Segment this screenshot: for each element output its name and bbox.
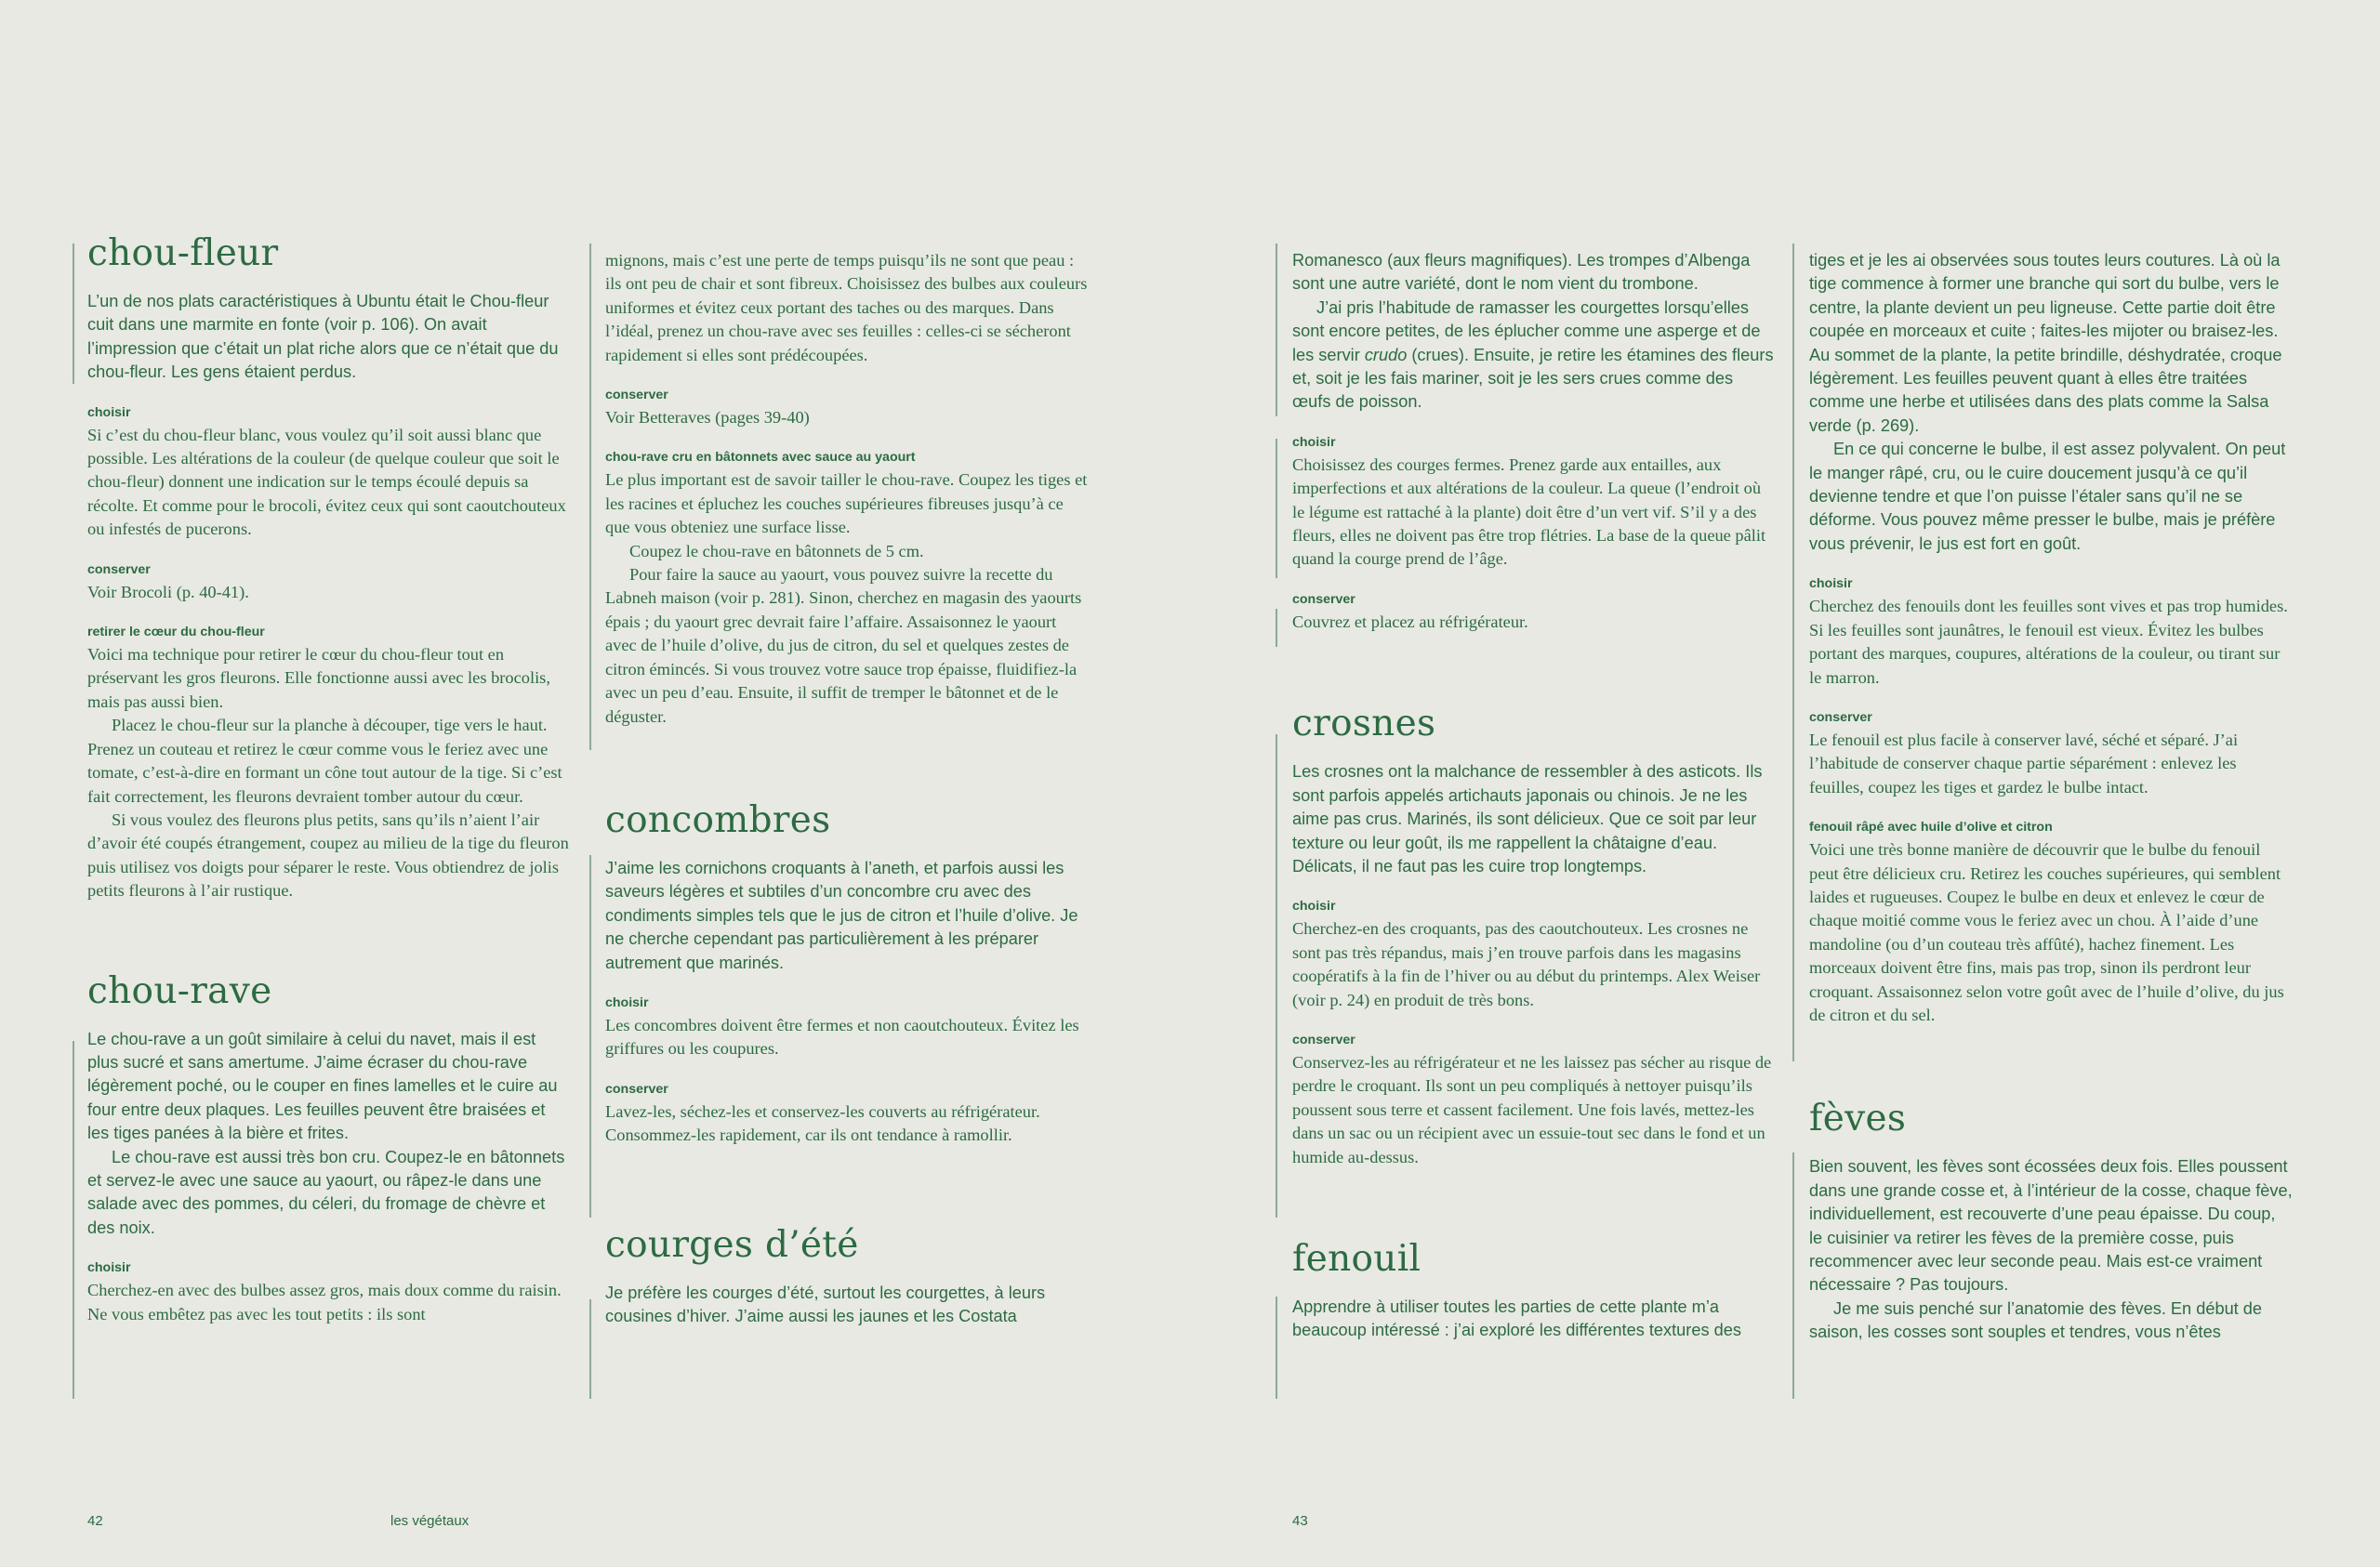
column-rule — [1276, 734, 1277, 1218]
running-title: les végétaux — [390, 1513, 469, 1529]
column-rule — [73, 1041, 74, 1399]
section-title: chou-rave — [87, 969, 272, 1012]
subheading-choisir: choisir — [1292, 434, 1336, 450]
section-chou-fleur — [87, 230, 571, 903]
section-courges-ete — [605, 1222, 1089, 1329]
subheading-conserver: conserver — [605, 1081, 668, 1097]
body-text: Les concombres doivent être fermes et non caoutchouteux. Évitez les griffures ou les coupures. — [605, 1015, 1079, 1059]
column-rule — [589, 855, 591, 1218]
section-title: fenouil — [1292, 1237, 1421, 1280]
page-number-left: 42 — [87, 1513, 103, 1529]
subheading-conserver: conserver — [605, 388, 668, 403]
body-text: Placez le chou-fleur sur la planche à découper, tige vers le haut. Prenez un couteau et retirez le cœur comme vous le feriez avec une tomate, c’est-à-dire en formant un cône tout autour de la tige. Si c’est fait correctement, les fleurons devraient tomber autour du cœur. — [87, 716, 562, 806]
section-intro: Le chou-rave a un goût similaire à celui du navet, mais il est plus sucré et sans amertume. J’aime écraser du chou-rave légèrement poché, ou le couper en fines lamelles et le cuire au four entre deux plaques. Les feuilles peuvent être braisées et les tiges panées à la bière et frites. — [87, 1029, 558, 1143]
section-intro: Bien souvent, les fèves sont écossées deux fois. Elles poussent dans une grande cosse et, à l’intérieur de la cosse, chaque fève, individuellement, est recouverte d’une peau épaisse. Du coup, le cuisinier va retirer les fèves de la première cosse, puis recommencer avec leur seconde peau. Mais est-ce vraiment nécessaire ? Pas toujours. — [1809, 1157, 2293, 1295]
column-rule — [589, 1299, 591, 1399]
body-text: Choisissez des courges fermes. Prenez garde aux entailles, aux imperfections et aux altérations de la couleur. La queue (l’endroit où le légume est rattaché à la plante) doit être d’un vert vif. S’il y a des fleurs, elles ne doivent pas être trop flétries. La base de la queue pâlit quand la courge prend de l’âge. — [1292, 454, 1766, 569]
body-text: Pour faire la sauce au yaourt, vous pouvez suivre la recette du Labneh maison (voir p. 281). Sinon, cherchez en magasin des yaourts épais ; du yaourt grec devrait faire l’affaire. Assaisonnez le yaourt avec de l’huile d’olive, du jus de citron, du sel et quelques zestes de citron émincés. Si vous trouvez votre sauce trop épaisse, fluidifiez-la avec un peu d’eau. Ensuite, il suffit de tremper le bâtonnet et de le déguster. — [605, 565, 1082, 726]
section-title: crosnes — [1292, 703, 1436, 745]
column-rule — [1276, 609, 1277, 647]
section-fenouil — [1292, 1236, 1776, 1343]
section-intro: Romanesco (aux fleurs magnifiques). Les trompes d’Albenga sont une autre variété, dont le nom vient du trombone. — [1292, 251, 1751, 294]
section-intro: Je préfère les courges d’été, surtout les courgettes, à leurs cousines d’hiver. J’aime aussi les jaunes et les Costata — [605, 1283, 1046, 1325]
column-rule — [1276, 439, 1277, 578]
column-rule — [1276, 1297, 1277, 1399]
section-intro — [1292, 296, 1776, 415]
subheading-recipe: chou-rave cru en bâtonnets avec sauce au yaourt — [605, 450, 916, 466]
subheading-recipe: retirer le cœur du chou-fleur — [87, 625, 265, 640]
section-concombres — [605, 797, 1089, 1148]
section-intro: Les crosnes ont la malchance de ressembler à des asticots. Ils sont parfois appelés artichauts japonais ou chinois. Je ne les aime pas crus. Marinés, ils sont délicieux. Que ce soit par leur texture ou leur goût, ils me rappellent la châtaigne d’eau. Délicats, il ne faut pas les cuire trop longtemps. — [1292, 762, 1763, 876]
body-text: Voir Brocoli (p. 40-41). — [87, 582, 249, 601]
column-1 — [87, 230, 571, 1373]
subheading-choisir: choisir — [1809, 576, 1853, 592]
section-title: courges d’été — [605, 1223, 859, 1266]
body-text: mignons, mais c’est une perte de temps puisqu’ils ne sont que peau : ils ont peu de chair et sont fibreux. Choisissez des bulbes aux couleurs uniformes et évitez ceux portant des taches ou des marques. Dans l’idéal, prenez un chou-rave avec ses feuilles : celles-ci se sécheront rapidement si elles sont prédécoupées. — [605, 251, 1088, 364]
section-title: chou-fleur — [87, 232, 279, 274]
body-text: Voir Betteraves (pages 39-40) — [605, 408, 810, 428]
section-crosnes — [1292, 701, 1776, 1169]
subheading-choisir: choisir — [605, 994, 649, 1010]
column-rule — [1792, 1152, 1794, 1399]
section-title: fèves — [1809, 1098, 1907, 1140]
text-run: J’ai pris l’habitude de ramasser les courgettes lorsqu’elles sont encore petites, de les éplucher comme une asperge et de les servir — [1292, 297, 1761, 364]
subheading-choisir: choisir — [87, 404, 131, 420]
column-rule — [1276, 244, 1277, 416]
column-rule — [589, 244, 591, 750]
italic-word: crudo — [1364, 345, 1408, 364]
column-3 — [1292, 249, 1776, 1389]
section-courges-continued — [1292, 249, 1776, 634]
subheading-conserver: conserver — [1292, 591, 1355, 607]
section-title: concombres — [605, 798, 831, 841]
text-run: (crues). Ensuite, je retire les étamines des fleurs et, soit je les fais mariner, soit je les sers crues comme des œufs de poisson. — [1292, 345, 1774, 412]
column-rule — [1792, 244, 1794, 1061]
section-chou-rave — [87, 968, 571, 1326]
body-text: Cherchez-en des croquants, pas des caoutchouteux. Les crosnes ne sont pas très répandus, mais j’en trouve parfois dans les magasins coopératifs à la fin de l’hiver ou au début du printemps. Alex Weiser (voir p. 24) en produit de très bons. — [1292, 919, 1761, 1009]
body-text: Cherchez des fenouils dont les feuilles sont vives et pas trop humides. Si les feuilles sont jaunâtres, le fenouil est vieux. Évitez les bulbes portant des marques, coupures, altérations de la couleur, ou tirant sur le marron. — [1809, 597, 2288, 687]
body-text: Voici une très bonne manière de découvrir que le bulbe du fenouil peut être délicieux cru. Retirez les couches supérieures, qui semblent laides et rugueuses. Coupez le bulbe en deux et enlevez le cœur de chaque moitié comme vous le feriez avec un chou. À l’aide d’une mandoline (ou d’un couteau très affûté), hachez finement. Les morceaux doivent être fins, mais pas trop, sinon ils perdront leur croquant. Assaisonnez selon votre goût avec de l’huile d’olive, du jus de citron et du sel. — [1809, 840, 2284, 1024]
subheading-conserver: conserver — [1292, 1032, 1355, 1047]
body-text: Le plus important est de savoir tailler le chou-rave. Coupez les tiges et les racines et épluchez les couches supérieures fibreuses jusqu’à ce que vous obteniez une surface lisse. — [605, 470, 1088, 537]
section-chou-rave-continued — [605, 249, 1089, 729]
body-text: Le fenouil est plus facile à conserver lavé, séché et séparé. J’ai l’habitude de conserver chaque partie séparément : enlevez les feuilles, coupez les tiges et gardez le bulbe intact. — [1809, 730, 2239, 797]
section-intro: Je me suis penché sur l’anatomie des fèves. En début de saison, les cosses sont souples et tendres, vous n’êtes — [1809, 1298, 2263, 1342]
body-text: Coupez le chou-rave en bâtonnets de 5 cm. — [629, 541, 924, 560]
section-intro: tiges et je les ai observées sous toutes leurs coutures. Là où la tige commence à former une branche qui sort du bulbe, vers le centre, la plante devient un peu ligneuse. Cette partie doit être coupée en morceaux et cuite ; faites-les mijoter ou braisez-les. Au sommet de la plante, la petite brindille, déshydratée, croque légèrement. Les feuilles peuvent quant à elles être traitées comme une herbe et utilisées dans des plats comme la Salsa verde (p. 269). — [1809, 251, 2282, 435]
column-rule — [73, 244, 74, 384]
section-intro: L’un de nos plats caractéristiques à Ubuntu était le Chou-fleur cuit dans une marmite en fonte (voir p. 106). On avait l’impression que c’était un plat riche alors que ce n’était que du chou-fleur. Les gens étaient perdus. — [87, 292, 559, 382]
subheading-conserver: conserver — [87, 561, 151, 577]
body-text: Si vous voulez des fleurons plus petits, sans qu’ils n’aient l’air d’avoir été coupés étrangement, coupez au milieu de la tige du fleuron puis utilisez vos doigts pour séparer le reste. Vous obtiendrez de jolis petits fleurons à l’air rustique. — [87, 810, 569, 901]
subheading-conserver: conserver — [1809, 709, 1872, 725]
column-4 — [1809, 249, 2293, 1391]
section-intro: En ce qui concerne le bulbe, il est assez polyvalent. On peut le manger râpé, cru, ou le cuire doucement jusqu’à ce qu’il devienne tendre et que l’on puisse l’étaler sans qu’il ne se déforme. Vous pouvez même presser le bulbe, mais je préfère vous prévenir, le jus est fort en goût. — [1809, 440, 2286, 553]
body-text: Si c’est du chou-fleur blanc, vous voulez qu’il soit aussi blanc que possible. Les altérations de la couleur (de quelque couleur que soit le chou-fleur) donnent une indication sur le temps écoulé depuis sa récolte. Et comme pour le brocoli, évitez ceux qui sont caoutchouteux ou infestés de pucerons. — [87, 425, 566, 539]
body-text: Cherchez-en avec des bulbes assez gros, mais doux comme du raisin. Ne vous embêtez pas avec les tout petits : ils sont — [87, 1281, 562, 1323]
page-number-right: 43 — [1292, 1513, 1308, 1529]
section-feves — [1809, 1096, 2293, 1344]
section-intro: J’aime les cornichons croquants à l’aneth, et parfois aussi les saveurs légères et subtiles d’un concombre cru avec des condiments simples tels que le jus de citron et l’huile d’olive. Je ne cherche cependant pas particulièrement à les préparer autrement que marinés. — [605, 858, 1078, 972]
section-intro: Apprendre à utiliser toutes les parties de cette plante m’a beaucoup intéressé : j’ai exploré les différentes textures des — [1292, 1297, 1741, 1340]
section-intro: Le chou-rave est aussi très bon cru. Coupez-le en bâtonnets et servez-le avec une sauce au yaourt, ou râpez-le dans une salade avec des pommes, du céleri, du fromage de chèvre et des noix. — [87, 1147, 565, 1237]
subheading-recipe: fenouil râpé avec huile d’olive et citron — [1809, 820, 2053, 836]
body-text: Couvrez et placez au réfrigérateur. — [1292, 612, 1528, 631]
subheading-choisir: choisir — [87, 1260, 131, 1276]
subheading-choisir: choisir — [1292, 899, 1336, 915]
body-text: Voici ma technique pour retirer le cœur du chou-fleur tout en préservant les gros fleurons. Elle fonctionne aussi avec les brocolis, mais pas aussi bien. — [87, 645, 550, 711]
body-text: Lavez-les, séchez-les et conservez-les couverts au réfrigérateur. Consommez-les rapidement, car ils ont tendance à ramollir. — [605, 1101, 1040, 1145]
column-2 — [605, 249, 1089, 1375]
body-text: Conservez-les au réfrigérateur et ne les laissez pas sécher au risque de perdre le croquant. Ils sont un peu compliqués à nettoyer puisqu’ils poussent sous terre et cassent facilement. Une fois lavés, mettez-les dans un sac ou un récipient avec un essuie-tout sec dans le fond et un humide au-dessus. — [1292, 1052, 1772, 1166]
section-fenouil-continued — [1809, 249, 2293, 1027]
